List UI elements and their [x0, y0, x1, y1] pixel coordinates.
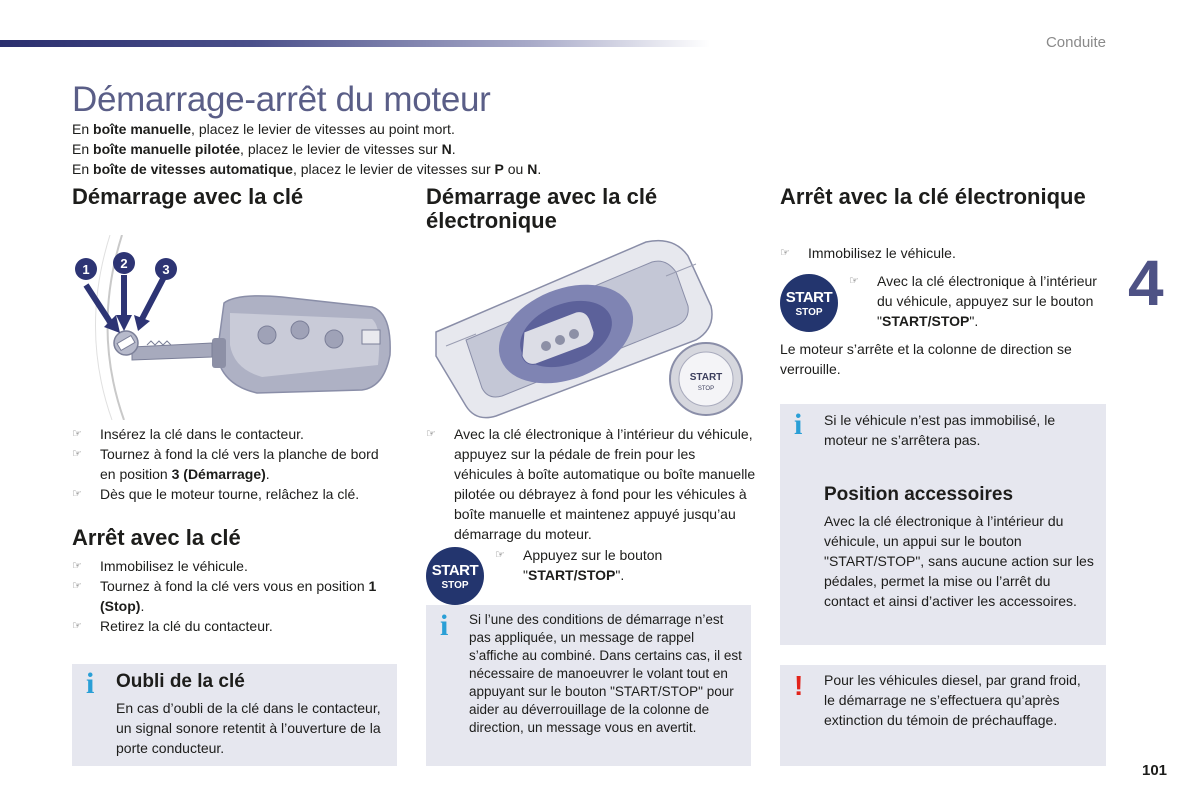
start-stop-button-icon: START STOP	[426, 547, 484, 605]
pointing-hand-icon: ☞	[72, 488, 82, 500]
press-button-bullet	[849, 271, 1099, 331]
list-item: ☞ Immobilisez le véhicule.	[780, 245, 956, 261]
press-button-bullet	[495, 545, 755, 585]
info-icon: i	[86, 667, 95, 700]
key-stop-bullets	[72, 556, 392, 636]
info-box-forgotten-key	[72, 664, 397, 766]
list-item: ☞ Retirez la clé du contacteur.	[72, 618, 273, 634]
heading-key-start: Démarrage avec la clé	[72, 184, 304, 209]
electronic-start-bullets	[426, 424, 756, 544]
intro-line: En boîte manuelle, placez le levier de vitesses au point mort.	[72, 121, 455, 137]
electronic-stop-bullet	[780, 243, 1105, 263]
pointing-hand-icon: ☞	[72, 620, 82, 632]
page-title: Démarrage-arrêt du moteur	[72, 80, 491, 119]
list-item: ☞ Tournez à fond la clé vers vous en position 1 (Stop).	[72, 578, 377, 614]
warning-box-diesel	[780, 665, 1106, 766]
key-start-bullets	[72, 424, 392, 504]
heading-electronic-key-start: Démarrage avec la clé électronique	[426, 184, 658, 233]
pointing-hand-icon: ☞	[72, 448, 82, 460]
warning-icon: !	[794, 670, 804, 701]
heading-key-stop: Arrêt avec la clé	[72, 525, 241, 550]
intro-text	[72, 119, 541, 179]
header-rule	[0, 40, 710, 47]
box-text: En cas d’oubli de la clé dans le contacteur, un signal sonore retentit à l’ouverture de la porte conducteur.	[116, 700, 381, 756]
pointing-hand-icon: ☞	[849, 275, 859, 287]
list-item: ☞ Tournez à fond la clé vers la planche de bord en position 3 (Démarrage).	[72, 446, 379, 482]
intro-line: En boîte de vitesses automatique, placez le levier de vitesses sur P ou N.	[72, 161, 542, 177]
accessory-text: Avec la clé électronique à l’intérieur du véhicule, un appui sur le bouton "START/STOP", sans aucune action sur les pédales, permet la mise ou l’arrêt du contact et ainsi d’activer les accessoires.	[824, 513, 1094, 609]
box-text: Si le véhicule n’est pas immobilisé, le moteur ne s’arrêtera pas.	[824, 412, 1056, 448]
start-stop-button-icon: START STOP	[780, 274, 838, 332]
position-3-label: 3	[162, 262, 170, 277]
info-box-not-immobilised	[780, 404, 1106, 645]
box-text: Si l’une des conditions de démarrage n’est pas appliquée, un message de rappel s’affiche au combiné. Dans certains cas, il est nécessaire de manoeuvrer le volant tout en appuyant sur le bouton "START/STOP" pour aider au déverrouillage de la colonne de direction, un message vous en avertit.	[469, 612, 742, 735]
key-ignition-illustration	[72, 235, 402, 420]
accessory-heading: Position accessoires	[824, 484, 1014, 505]
position-2-label: 2	[120, 256, 128, 271]
position-1-label: 1	[82, 262, 90, 277]
box-title: Oubli de la clé	[116, 671, 245, 692]
pointing-hand-icon: ☞	[72, 428, 82, 440]
list-item: ☞ Dès que le moteur tourne, relâchez la clé.	[72, 486, 360, 502]
engine-stop-paragraph: Le moteur s’arrête et la colonne de direction se verrouille.	[780, 341, 1072, 377]
section-name: Conduite	[1045, 34, 1106, 51]
list-item: ☞ Appuyez sur le bouton "START/STOP".	[495, 547, 663, 583]
page-number: 101	[1142, 762, 1168, 779]
box-text: Pour les véhicules diesel, par grand froid, le démarrage ne s’effectuera qu’après extinction du témoin de préchauffage.	[824, 672, 1081, 728]
list-item: ☞ Avec la clé électronique à l’intérieur du véhicule, appuyez sur le bouton "START/STOP".	[849, 273, 1097, 329]
info-icon: i	[794, 408, 803, 441]
car-interior-illustration	[426, 236, 756, 422]
pointing-hand-icon: ☞	[780, 247, 790, 259]
pointing-hand-icon: ☞	[72, 560, 82, 572]
chapter-number: 4	[1128, 247, 1164, 319]
pointing-hand-icon: ☞	[426, 428, 436, 440]
pointing-hand-icon: ☞	[72, 580, 82, 592]
info-box-start-conditions	[426, 605, 751, 766]
list-item: ☞ Avec la clé électronique à l’intérieur du véhicule, appuyez sur la pédale de frein pour les véhicules à boîte automatique ou boîte manuelle pilotée ou débrayez à fond pour les véhicules à boîte manuelle et maintenez appuyé jusqu’au démarrage du moteur.	[426, 426, 756, 542]
list-item: ☞ Insérez la clé dans le contacteur.	[72, 426, 304, 442]
start-label: START	[689, 372, 723, 383]
pointing-hand-icon: ☞	[495, 549, 505, 561]
intro-line: En boîte manuelle pilotée, placez le levier de vitesses sur N.	[72, 141, 456, 157]
stop-label: STOP	[697, 386, 715, 392]
list-item: ☞ Immobilisez le véhicule.	[72, 558, 248, 574]
heading-electronic-key-stop: Arrêt avec la clé électronique	[780, 184, 1086, 209]
info-icon: i	[440, 609, 449, 642]
